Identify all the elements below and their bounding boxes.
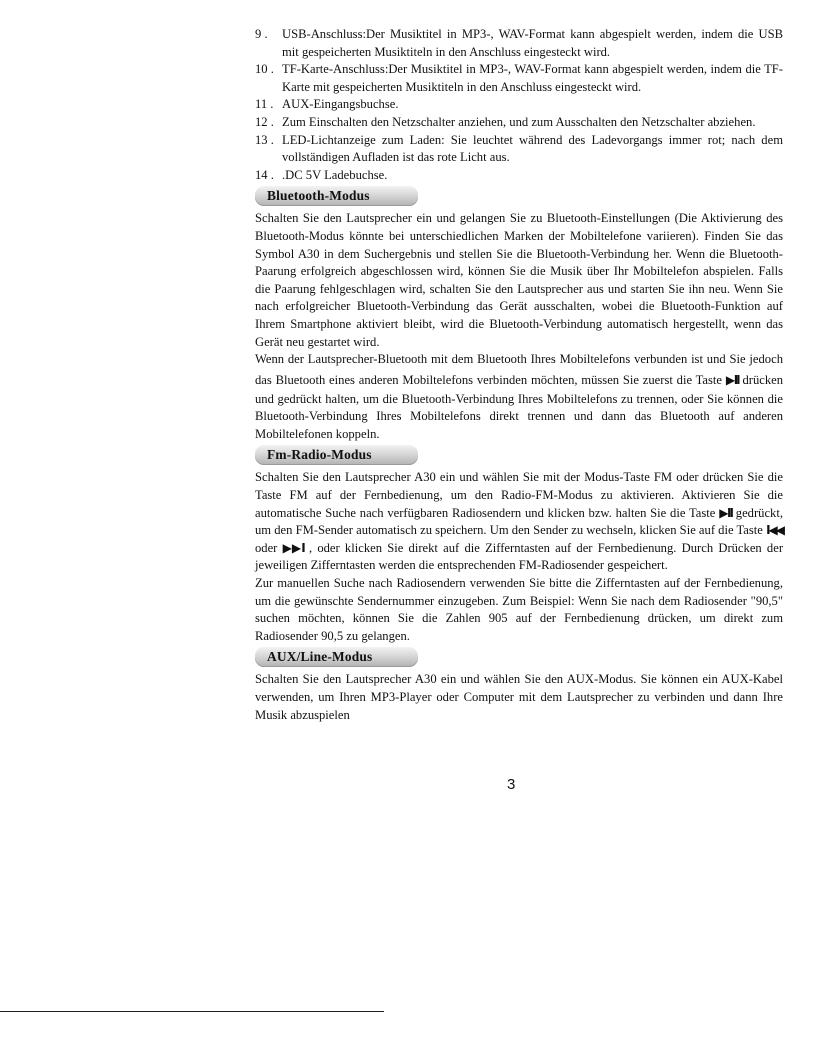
page-number: 3 [507, 776, 516, 793]
item-number: 10 . [255, 62, 274, 77]
fm-paragraph-1-start: Schalten Sie den Lautsprecher A30 ein und wählen Sie mit der Modus-Taste FM oder drücken Sie die Taste FM auf der Fernbedienung, um den Radio-FM-Modus zu aktivieren. Aktivieren Sie die automatische Suche nach verfügbaren Radiosendern und klicken bzw. halten Sie die Taste [255, 470, 783, 520]
page-content [255, 26, 783, 724]
fm-oder-word: oder [255, 540, 278, 555]
section-heading-label: AUX/Line-Modus [267, 649, 373, 665]
footnote-divider [0, 1011, 384, 1012]
item-number: 14 . [255, 167, 274, 182]
item-text: LED-Lichtanzeige zum Laden: Sie leuchtet während des Ladevorgangs immer rot; nach dem vollständigen Aufladen ist das rote Licht aus. [282, 132, 783, 165]
section-heading-aux-line [255, 647, 418, 667]
list-item-12 [255, 114, 783, 132]
list-item-9 [255, 26, 783, 61]
item-text: AUX-Eingangsbuchse. [282, 97, 399, 112]
fm-paragraph-2: Zur manuellen Suche nach Radiosendern verwenden Sie bitte die Zifferntasten auf der Fernbedienung, um die gewünschte Sendernummer einzugeben. Zum Beispiel: Wenn Sie nach dem Radiosender "90,5" suchen möchten, können Sie die Zahlen 905 auf der Fernbedienung drücken, um direkt zum Radiosender 90,5 zu gelangen. [255, 576, 783, 643]
fm-paragraph-1 [255, 469, 783, 575]
section-heading-label: Fm-Radio-Modus [267, 447, 372, 463]
bluetooth-paragraph-2-start: Wenn der Lautsprecher-Bluetooth mit dem Bluetooth Ihres Mobiltelefons verbunden ist und Sie jedoch das Bluetooth eines anderen Mobiltelefons verbinden möchten, müssen Sie zuerst die Taste [255, 352, 783, 387]
next-track-icon: ▶▶I [282, 540, 304, 555]
bluetooth-paragraph-2 [255, 351, 783, 443]
fm-paragraph-1-middle: gedrückt, um den FM-Sender automatisch zu speichern. Um den Sender zu wechseln, klicken Sie auf die Taste [255, 505, 783, 538]
play-pause-icon: ▶II [719, 505, 732, 520]
item-number: 11 . [255, 97, 274, 112]
item-number: 12 . [255, 114, 274, 129]
section-heading-fm-radio [255, 445, 418, 465]
section-heading-label: Bluetooth-Modus [267, 188, 370, 204]
item-text: USB-Anschluss:Der Musiktitel in MP3-, WAV-Format kann abgespielt werden, indem die USB mit gespeicherten Musiktiteln in den Anschluss eingesteckt wird. [282, 27, 783, 59]
play-pause-icon: ▶II [725, 372, 739, 387]
item-text: .DC 5V Ladebuchse. [282, 167, 388, 182]
item-text: Zum Einschalten den Netzschalter anziehen, und zum Ausschalten den Netzschalter abziehen. [282, 114, 756, 129]
aux-paragraph-1: Schalten Sie den Lautsprecher A30 ein und wählen Sie den AUX-Modus. Sie können ein AUX-Kabel verwenden, um Ihren MP3-Player oder Computer mit dem Lautsprecher zu verbinden und dann Ihre Musik abzuspielen [255, 672, 783, 722]
item-number: 13 . [255, 132, 274, 147]
item-number: 9 . [255, 27, 268, 41]
item-text: TF-Karte-Anschluss:Der Musiktitel in MP3-, WAV-Format kann abgespielt werden, indem die TF-Karte mit gespeicherten Musiktiteln in den Anschluss eingesteckt wird. [282, 62, 783, 94]
fm-paragraph-1-end: , oder klicken Sie direkt auf die Zifferntasten auf der Fernbedienung. Durch Drücken der jeweiligen Zifferntasten werden die entsprechenden FM-Radiosender gespeichert. [255, 540, 784, 573]
section-heading-bluetooth [255, 186, 418, 206]
list-item-13 [255, 132, 783, 167]
previous-track-icon: I◀◀ [766, 523, 784, 538]
list-item-11 [255, 96, 783, 114]
bluetooth-paragraph-2-end: drücken und gedrückt halten, um die Bluetooth-Verbindung Ihres Mobiltelefons zu trennen, oder Sie können die Bluetooth-Verbindung Ihres Mobiltelefons direkt trennen und dann das Bluetooth auf anderen Mobiltelefonen koppeln. [255, 372, 784, 441]
list-item-10 [255, 61, 783, 96]
bluetooth-paragraph-1: Schalten Sie den Lautsprecher ein und gelangen Sie zu Bluetooth-Einstellungen (Die Aktivierung des Bluetooth-Modus könnte bei unterschiedlichen Marken der Mobiltelefone variieren). Finden Sie das Symbol A30 in dem Suchergebnis und stellen Sie die Bluetooth-Verbindung her. Wenn die Bluetooth-Paarung erfolgreich abgeschlossen wird, können Sie die Musik über Ihr Mobiltelefon abspielen. Falls die Paarung fehlgeschlagen wird, schalten Sie den Lautsprecher aus und starten Sie ihn neu. Wenn Sie nach erfolgreicher Bluetooth-Verbindung das Gerät ausschalten, wobei die Bluetooth-Funktion auf Ihrem Smartphone aktiviert bleibt, wird die Bluetooth-Verbindung automatisch hergestellt, wenn das Gerät neu gestartet wird. [255, 211, 783, 349]
list-item-14 [255, 167, 783, 185]
